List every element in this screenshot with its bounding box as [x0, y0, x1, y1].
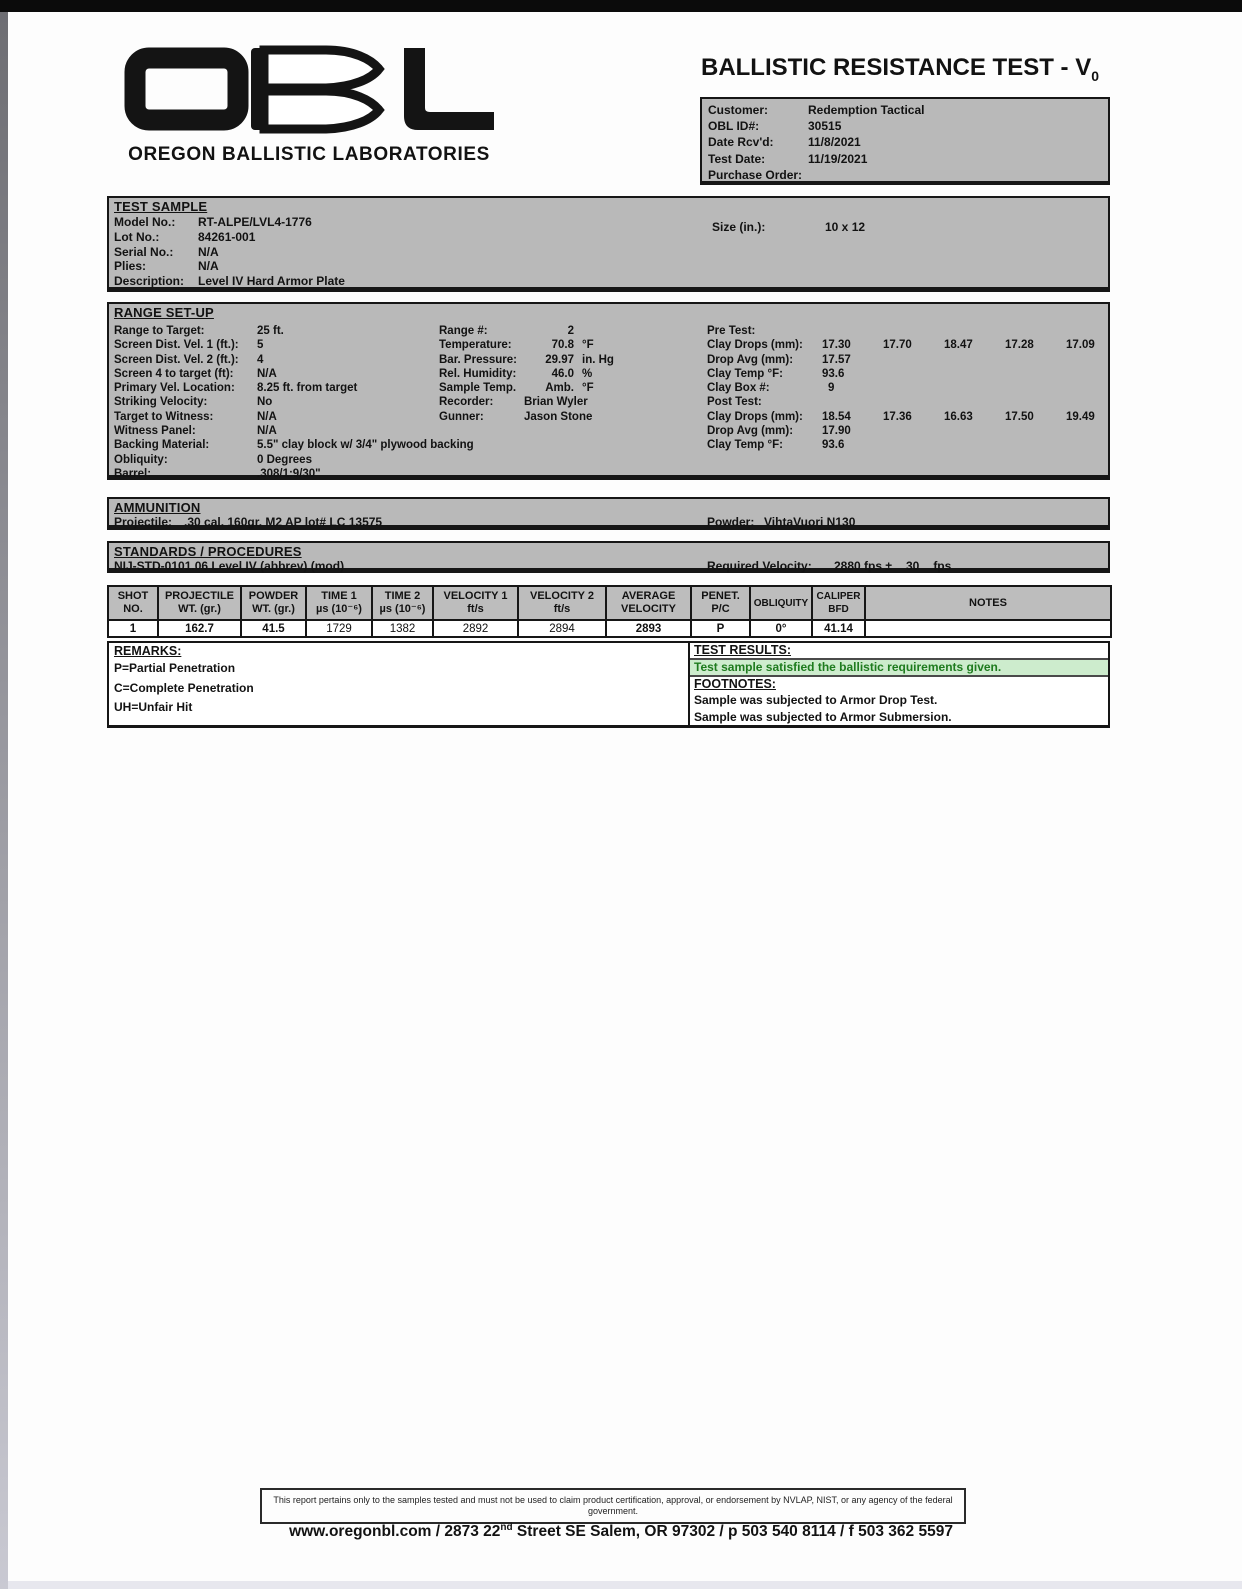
cell-average-velocity: 2893	[606, 620, 691, 637]
lot-no-row	[109, 230, 1108, 245]
date-received-label: Date Rcv'd:	[708, 135, 774, 150]
scan-edge-left	[0, 12, 8, 1589]
shot-data-row	[108, 620, 1111, 637]
post-clay-temp-row	[707, 438, 1127, 452]
field-value: 93.6	[822, 439, 845, 452]
field-label: Bar. Pressure:	[439, 353, 517, 366]
field-label: Range #:	[439, 325, 488, 337]
lot-no-value: 84261-001	[198, 229, 256, 244]
rel-humidity-row	[439, 367, 614, 381]
post-test-header	[707, 395, 1127, 409]
lot-no-label: Lot No.:	[114, 229, 160, 244]
cell-time-1: 1729	[306, 620, 372, 637]
field-value: 17.57	[822, 353, 851, 366]
field-value: Jason Stone	[524, 410, 593, 423]
col-projectile-wt: PROJECTILE WT. (gr.)	[158, 586, 241, 620]
field-value: Amb.	[545, 382, 574, 395]
projectile-label: Projectile:	[114, 515, 173, 529]
field-value: 0 Degrees	[257, 453, 312, 466]
footer-address	[0, 1522, 1242, 1541]
field-label: Barrel:	[114, 467, 152, 480]
field-value: 17.90	[822, 425, 851, 438]
page-title-text: BALLISTIC RESISTANCE TEST - V	[700, 54, 1092, 81]
field-unit: °F	[582, 382, 594, 395]
field-value: 46.0	[551, 367, 574, 380]
clay-drop-value: 17.09	[1066, 339, 1095, 352]
range-setup-title: RANGE SET-UP	[114, 305, 214, 320]
post-drop-avg-row	[707, 424, 1127, 438]
logo-subtitle: OREGON BALLISTIC LABORATORIES	[128, 144, 490, 165]
field-value: .308/1:9/30"	[257, 467, 321, 480]
field-value: N/A	[257, 367, 277, 380]
field-label: Clay Temp °F:	[707, 439, 783, 452]
backing-material-row	[114, 438, 474, 452]
field-label: Primary Vel. Location:	[114, 382, 235, 395]
field-value: 5.5" clay block w/ 3/4" plywood backing	[257, 439, 474, 452]
field-value: 70.8	[551, 339, 574, 352]
test-date-value: 11/19/2021	[808, 151, 868, 166]
obl-id-label: OBL ID#:	[708, 119, 760, 134]
field-label: Range to Target:	[114, 325, 205, 337]
field-value: 2	[567, 325, 574, 337]
col-average-velocity: AVERAGE VELOCITY	[606, 586, 691, 620]
obl-id-row	[708, 118, 1108, 134]
clay-box-row	[707, 381, 1127, 395]
cell-time-2: 1382	[372, 620, 433, 637]
plies-label: Plies:	[114, 259, 147, 274]
obliquity-row	[114, 453, 474, 467]
powder-row	[707, 516, 855, 529]
field-label: Gunner:	[439, 410, 484, 423]
scan-edge-bottom	[8, 1581, 1242, 1589]
required-velocity-label: Required Velocity:	[707, 559, 812, 573]
ammunition-title: AMMUNITION	[114, 500, 201, 515]
field-label: Sample Temp.	[439, 382, 517, 395]
description-label: Description:	[114, 274, 185, 289]
standards-title: STANDARDS / PROCEDURES	[114, 544, 302, 559]
cell-obliquity: 0°	[750, 620, 812, 637]
post-clay-drops-row	[707, 410, 1127, 424]
col-obliquity: OBLIQUITY	[750, 586, 812, 620]
col-penetration: PENET. P/C	[691, 586, 750, 620]
standards-section	[107, 541, 1110, 573]
field-value: Brian Wyler	[524, 396, 588, 409]
field-value: 4	[257, 353, 264, 366]
field-value: N/A	[257, 425, 277, 438]
clay-drop-value: 18.47	[944, 339, 973, 352]
powder-label: Powder:	[707, 515, 755, 529]
test-date-row	[708, 151, 1108, 167]
clay-drop-value: 18.54	[822, 410, 851, 423]
field-label: Screen Dist. Vel. 1 (ft.):	[114, 339, 239, 352]
cell-velocity-1: 2892	[433, 620, 518, 637]
field-label: Clay Drops (mm):	[707, 410, 803, 423]
pre-drop-avg-row	[707, 353, 1127, 367]
test-date-label: Test Date:	[708, 151, 766, 166]
cell-shot-no: 1	[108, 620, 158, 637]
cell-powder-wt: 41.5	[241, 620, 306, 637]
test-result-status: Test sample satisfied the ballistic requirements given.	[690, 658, 1108, 677]
plies-value: N/A	[198, 259, 219, 274]
cell-velocity-2: 2894	[518, 620, 606, 637]
serial-no-label: Serial No.:	[114, 244, 174, 259]
field-value: 25 ft.	[257, 325, 284, 337]
clay-drop-value: 17.70	[883, 339, 912, 352]
field-label: Screen 4 to target (ft):	[114, 367, 234, 380]
range-setup-section	[107, 302, 1110, 480]
remark-line: P=Partial Penetration	[114, 661, 236, 675]
clay-drop-value: 16.63	[944, 410, 973, 423]
range-to-target-row	[114, 324, 474, 338]
sample-temp-row	[439, 381, 614, 395]
projectile-value: .30 cal. 160gr. M2 AP lot# LC 13575	[184, 515, 383, 529]
footer-address-ordinal: nd	[500, 1522, 513, 1533]
powder-value: VihtaVuori N130	[764, 515, 856, 529]
ammunition-section	[107, 497, 1110, 530]
recorder-row	[439, 395, 614, 409]
temperature-row	[439, 338, 614, 352]
clay-drop-value: 17.36	[883, 410, 912, 423]
remarks-section	[107, 641, 690, 728]
field-label: Target to Witness:	[114, 410, 214, 423]
page-title-subscript: 0	[1091, 67, 1100, 84]
field-label: Drop Avg (mm):	[707, 353, 794, 366]
customer-row	[708, 102, 1108, 118]
field-unit: °F	[582, 339, 594, 352]
obl-id-value: 30515	[808, 119, 842, 134]
col-time-2: TIME 2 µs (10⁻⁶)	[372, 586, 433, 620]
page-title	[680, 54, 1120, 84]
field-label: Witness Panel:	[114, 425, 196, 438]
obl-logo	[118, 44, 500, 166]
required-velocity-row	[707, 560, 951, 573]
standards-spec-row	[109, 560, 1108, 573]
field-unit: %	[582, 367, 593, 380]
range-setup-right-column	[707, 324, 1127, 453]
projectile-row	[109, 516, 1108, 529]
section-subheader: Post Test:	[707, 396, 762, 409]
size-row	[712, 220, 865, 234]
screen-dist-vel2-row	[114, 353, 474, 367]
range-setup-middle-column	[439, 324, 614, 424]
section-subheader: Pre Test:	[707, 325, 756, 337]
col-powder-wt: POWDER WT. (gr.)	[241, 586, 306, 620]
obl-logo-mark	[118, 44, 500, 134]
test-results-section	[688, 641, 1110, 728]
witness-panel-row	[114, 424, 474, 438]
field-label: Screen Dist. Vel. 2 (ft.):	[114, 353, 239, 366]
remark-line: C=Complete Penetration	[114, 680, 254, 695]
field-label: Temperature:	[439, 339, 512, 352]
test-sample-section	[107, 196, 1110, 292]
footer-address-pre: www.oregonbl.com / 2873 22	[289, 1523, 501, 1541]
cell-projectile-wt: 162.7	[158, 620, 241, 637]
footnote-line: Sample was subjected to Armor Submersion.	[694, 709, 952, 724]
table-header-row	[108, 586, 1111, 620]
clay-drop-value: 17.30	[822, 339, 851, 352]
field-value: N/A	[257, 410, 277, 423]
remark-line: UH=Unfair Hit	[114, 700, 193, 714]
plies-row	[109, 259, 1108, 274]
field-value: 93.6	[822, 367, 845, 380]
cell-penetration: P	[691, 620, 750, 637]
customer-value: Redemption Tactical	[808, 103, 925, 117]
target-to-witness-row	[114, 410, 474, 424]
required-velocity-value: 2880 fps ±	[834, 559, 892, 573]
velocity-tolerance: 30	[905, 559, 920, 573]
shot-results-table	[107, 585, 1112, 638]
field-unit: in. Hg	[582, 353, 614, 366]
field-value: 8.25 ft. from target	[257, 382, 358, 395]
description-row	[109, 274, 1108, 289]
col-shot-no: SHOT NO.	[108, 586, 158, 620]
striking-velocity-row	[114, 395, 474, 409]
field-label: Drop Avg (mm):	[707, 425, 794, 438]
gunner-row	[439, 410, 614, 424]
field-value: 9	[828, 382, 835, 395]
size-label: Size (in.):	[712, 220, 766, 234]
col-velocity-1: VELOCITY 1 ft/s	[433, 586, 518, 620]
date-received-row	[708, 134, 1108, 150]
col-velocity-2: VELOCITY 2 ft/s	[518, 586, 606, 620]
cell-caliper-bfd: 41.14	[812, 620, 865, 637]
size-value: 10 x 12	[825, 220, 866, 234]
col-caliper-bfd: CALIPER BFD	[812, 586, 865, 620]
clay-drop-value: 19.49	[1066, 410, 1095, 423]
model-no-label: Model No.:	[114, 215, 176, 229]
footnote-line: Sample was subjected to Armor Drop Test.	[694, 693, 938, 707]
field-label: Clay Drops (mm):	[707, 339, 803, 352]
field-label: Clay Temp °F:	[707, 367, 783, 380]
model-no-value: RT-ALPE/LVL4-1776	[198, 215, 312, 229]
scan-edge-top	[0, 0, 1242, 12]
cell-notes	[865, 620, 1111, 637]
date-received-value: 11/8/2021	[808, 135, 861, 150]
customer-info-box	[700, 97, 1110, 185]
description-value: Level IV Hard Armor Plate	[198, 274, 345, 289]
field-value: No	[257, 396, 273, 409]
bar-pressure-row	[439, 353, 614, 367]
field-label: Obliquity:	[114, 453, 168, 466]
field-label: Striking Velocity:	[114, 396, 208, 409]
range-setup-left-column	[114, 324, 474, 481]
field-value: 29.97	[545, 353, 574, 366]
customer-label: Customer:	[708, 103, 769, 117]
screen4-to-target-row	[114, 367, 474, 381]
standards-spec: NIJ-STD-0101.06 Level IV (abbrev) (mod)	[114, 559, 345, 573]
purchase-order-row	[708, 167, 1108, 183]
col-notes: NOTES	[865, 586, 1111, 620]
model-no-row	[109, 215, 1108, 230]
purchase-order-label: Purchase Order:	[708, 167, 803, 182]
screen-dist-vel1-row	[114, 338, 474, 352]
footnotes-title: FOOTNOTES:	[694, 677, 776, 691]
range-number-row	[439, 324, 614, 338]
barrel-row	[114, 467, 474, 481]
test-results-title: TEST RESULTS:	[694, 643, 791, 657]
pre-clay-temp-row	[707, 367, 1127, 381]
field-value: 5	[257, 339, 264, 352]
pre-clay-drops-row	[707, 338, 1127, 352]
field-label: Clay Box #:	[707, 382, 770, 395]
field-label: Rel. Humidity:	[439, 367, 517, 380]
clay-drop-value: 17.50	[1005, 410, 1034, 423]
disclaimer-box: This report pertains only to the samples tested and must not be used to claim product certification, approval, or endorsement by NVLAP, NIST, or any agency of the federal government.	[260, 1488, 966, 1524]
serial-no-row	[109, 245, 1108, 260]
col-time-1: TIME 1 µs (10⁻⁶)	[306, 586, 372, 620]
field-label: Recorder:	[439, 396, 494, 409]
clay-drop-value: 17.28	[1005, 339, 1034, 352]
remarks-title: REMARKS:	[114, 644, 182, 658]
field-label: Backing Material:	[114, 439, 210, 452]
primary-vel-location-row	[114, 381, 474, 395]
velocity-unit: fps	[933, 559, 952, 573]
footer-address-post: Street SE Salem, OR 97302 / p 503 540 8114 / f 503 362 5597	[512, 1523, 953, 1541]
test-sample-title: TEST SAMPLE	[114, 199, 208, 214]
pre-test-header	[707, 324, 1127, 338]
serial-no-value: N/A	[198, 244, 219, 259]
